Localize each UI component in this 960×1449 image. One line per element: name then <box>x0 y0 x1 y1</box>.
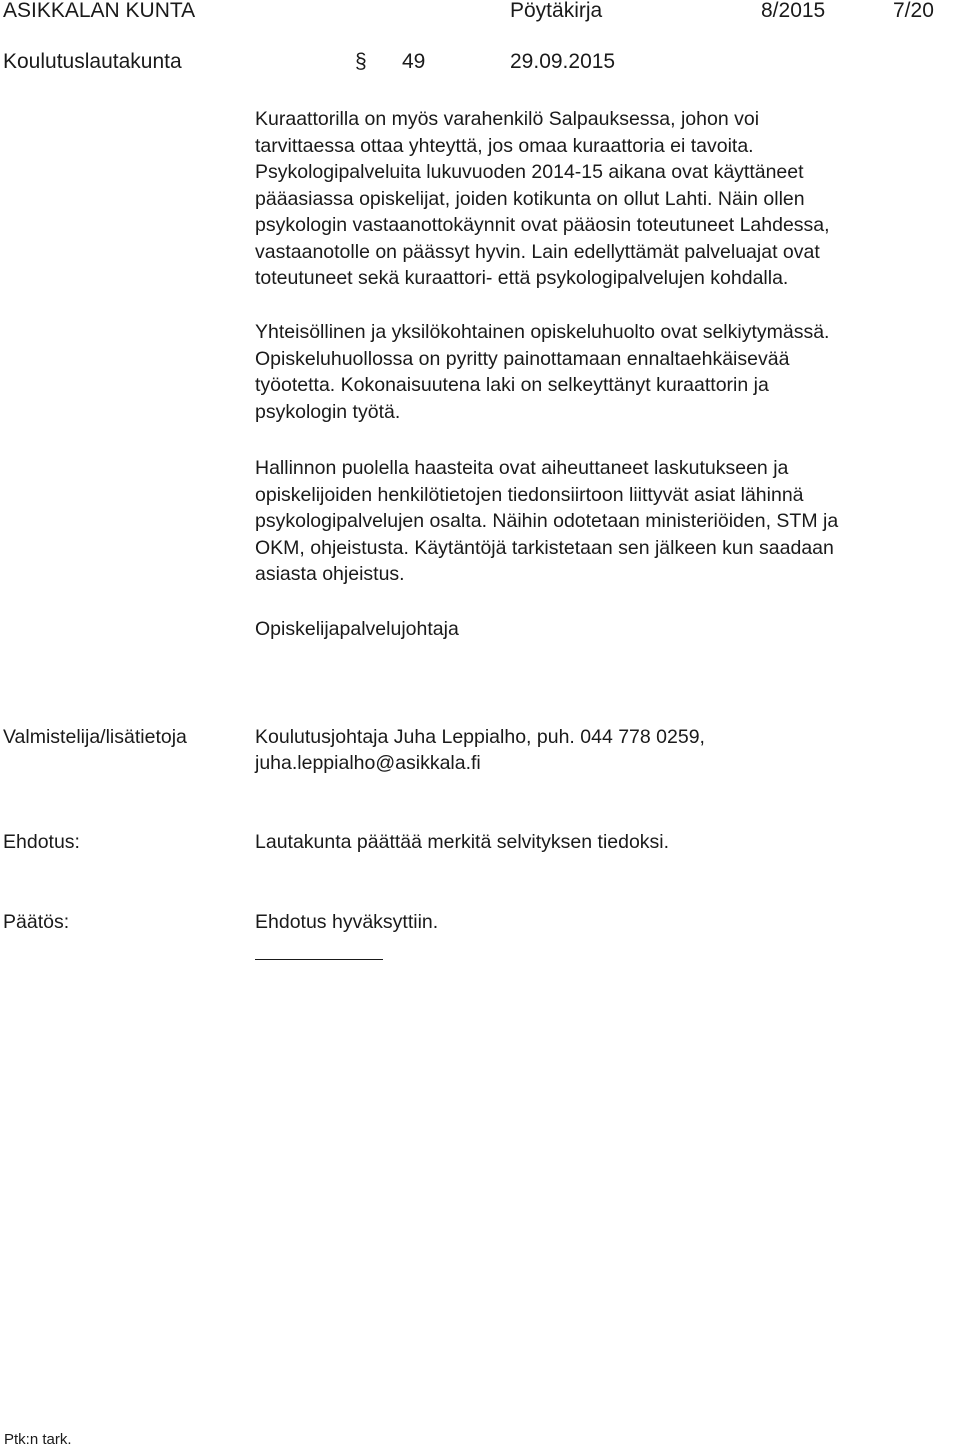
decision-label: Päätös: <box>3 911 70 933</box>
paragraph-line: Kuraattorilla on myös varahenkilö Salpauksessa, johon voi <box>255 108 760 130</box>
body-paragraph-3 <box>255 455 945 588</box>
section-end-rule <box>255 959 383 960</box>
body-paragraph-1 <box>255 106 945 292</box>
page-number: 7/20 <box>893 0 934 22</box>
paragraph-line: vastaanotolle on päässyt hyvin. Lain edellyttämät palveluajat ovat <box>255 240 820 263</box>
proposal-label: Ehdotus: <box>3 831 80 853</box>
doc-number: 8/2015 <box>761 0 826 22</box>
verifier-label: Ptk:n tark. <box>4 1431 72 1448</box>
section-symbol: § <box>355 50 367 73</box>
preparer-line: Koulutusjohtaja Juha Leppialho, puh. 044 778 0259, <box>255 726 705 748</box>
decision-value: Ehdotus hyväksyttiin. <box>255 911 439 933</box>
paragraph-line: toteutuneet sekä kuraattori- että psykologipalvelujen kohdalla. <box>255 267 789 289</box>
paragraph-line: asiasta ohjeistus. <box>255 563 405 585</box>
paragraph-line: pääasiassa opiskelijat, joiden kotikunta on ollut Lahti. Näin ollen <box>255 187 805 210</box>
paragraph-line: Opiskeluhuollossa on pyritty painottamaan ennaltaehkäisevää <box>255 347 790 370</box>
meeting-date: 29.09.2015 <box>510 50 616 73</box>
section-number: 49 <box>402 50 426 73</box>
paragraph-line: opiskelijoiden henkilötietojen tiedonsiirtoon liittyvät asiat lähinnä <box>255 483 804 506</box>
paragraph-line: psykologin työtä. <box>255 400 401 423</box>
paragraph-line: tarvittaessa ottaa yhteyttä, jos omaa kuraattoria ei tavoita. <box>255 134 754 157</box>
signatory-title <box>255 616 945 643</box>
paragraph-line: Yhteisöllinen ja yksilökohtainen opiskeluhuolto ovat selkiytymässä. <box>255 321 830 343</box>
proposal-value: Lautakunta päättää merkitä selvityksen tiedoksi. <box>255 831 670 853</box>
preparer-info <box>255 724 705 776</box>
paragraph-line: psykologipalvelujen osalta. Näihin odotetaan ministeriöiden, STM ja <box>255 510 839 532</box>
doc-type: Pöytäkirja <box>510 0 603 22</box>
preparer-label: Valmistelija/lisätietoja <box>3 726 187 748</box>
body-paragraph-2 <box>255 319 945 425</box>
paragraph-line: työotetta. Kokonaisuutena laki on selkeyttänyt kuraattorin ja <box>255 374 769 396</box>
paragraph-line: psykologin vastaanottokäynnit ovat pääosin toteutuneet Lahdessa, <box>255 214 830 236</box>
signatory-text: Opiskelijapalvelujohtaja <box>255 618 459 640</box>
paragraph-line: Hallinnon puolella haasteita ovat aiheuttaneet laskutukseen ja <box>255 457 789 479</box>
paragraph-line: OKM, ohjeistusta. Käytäntöjä tarkistetaan sen jälkeen kun saadaan <box>255 536 834 559</box>
preparer-email: juha.leppialho@asikkala.fi <box>255 752 481 774</box>
committee-name: Koulutuslautakunta <box>3 50 182 73</box>
paragraph-line: Psykologipalveluita lukuvuoden 2014-15 aikana ovat käyttäneet <box>255 161 804 183</box>
org-name: ASIKKALAN KUNTA <box>3 0 196 22</box>
